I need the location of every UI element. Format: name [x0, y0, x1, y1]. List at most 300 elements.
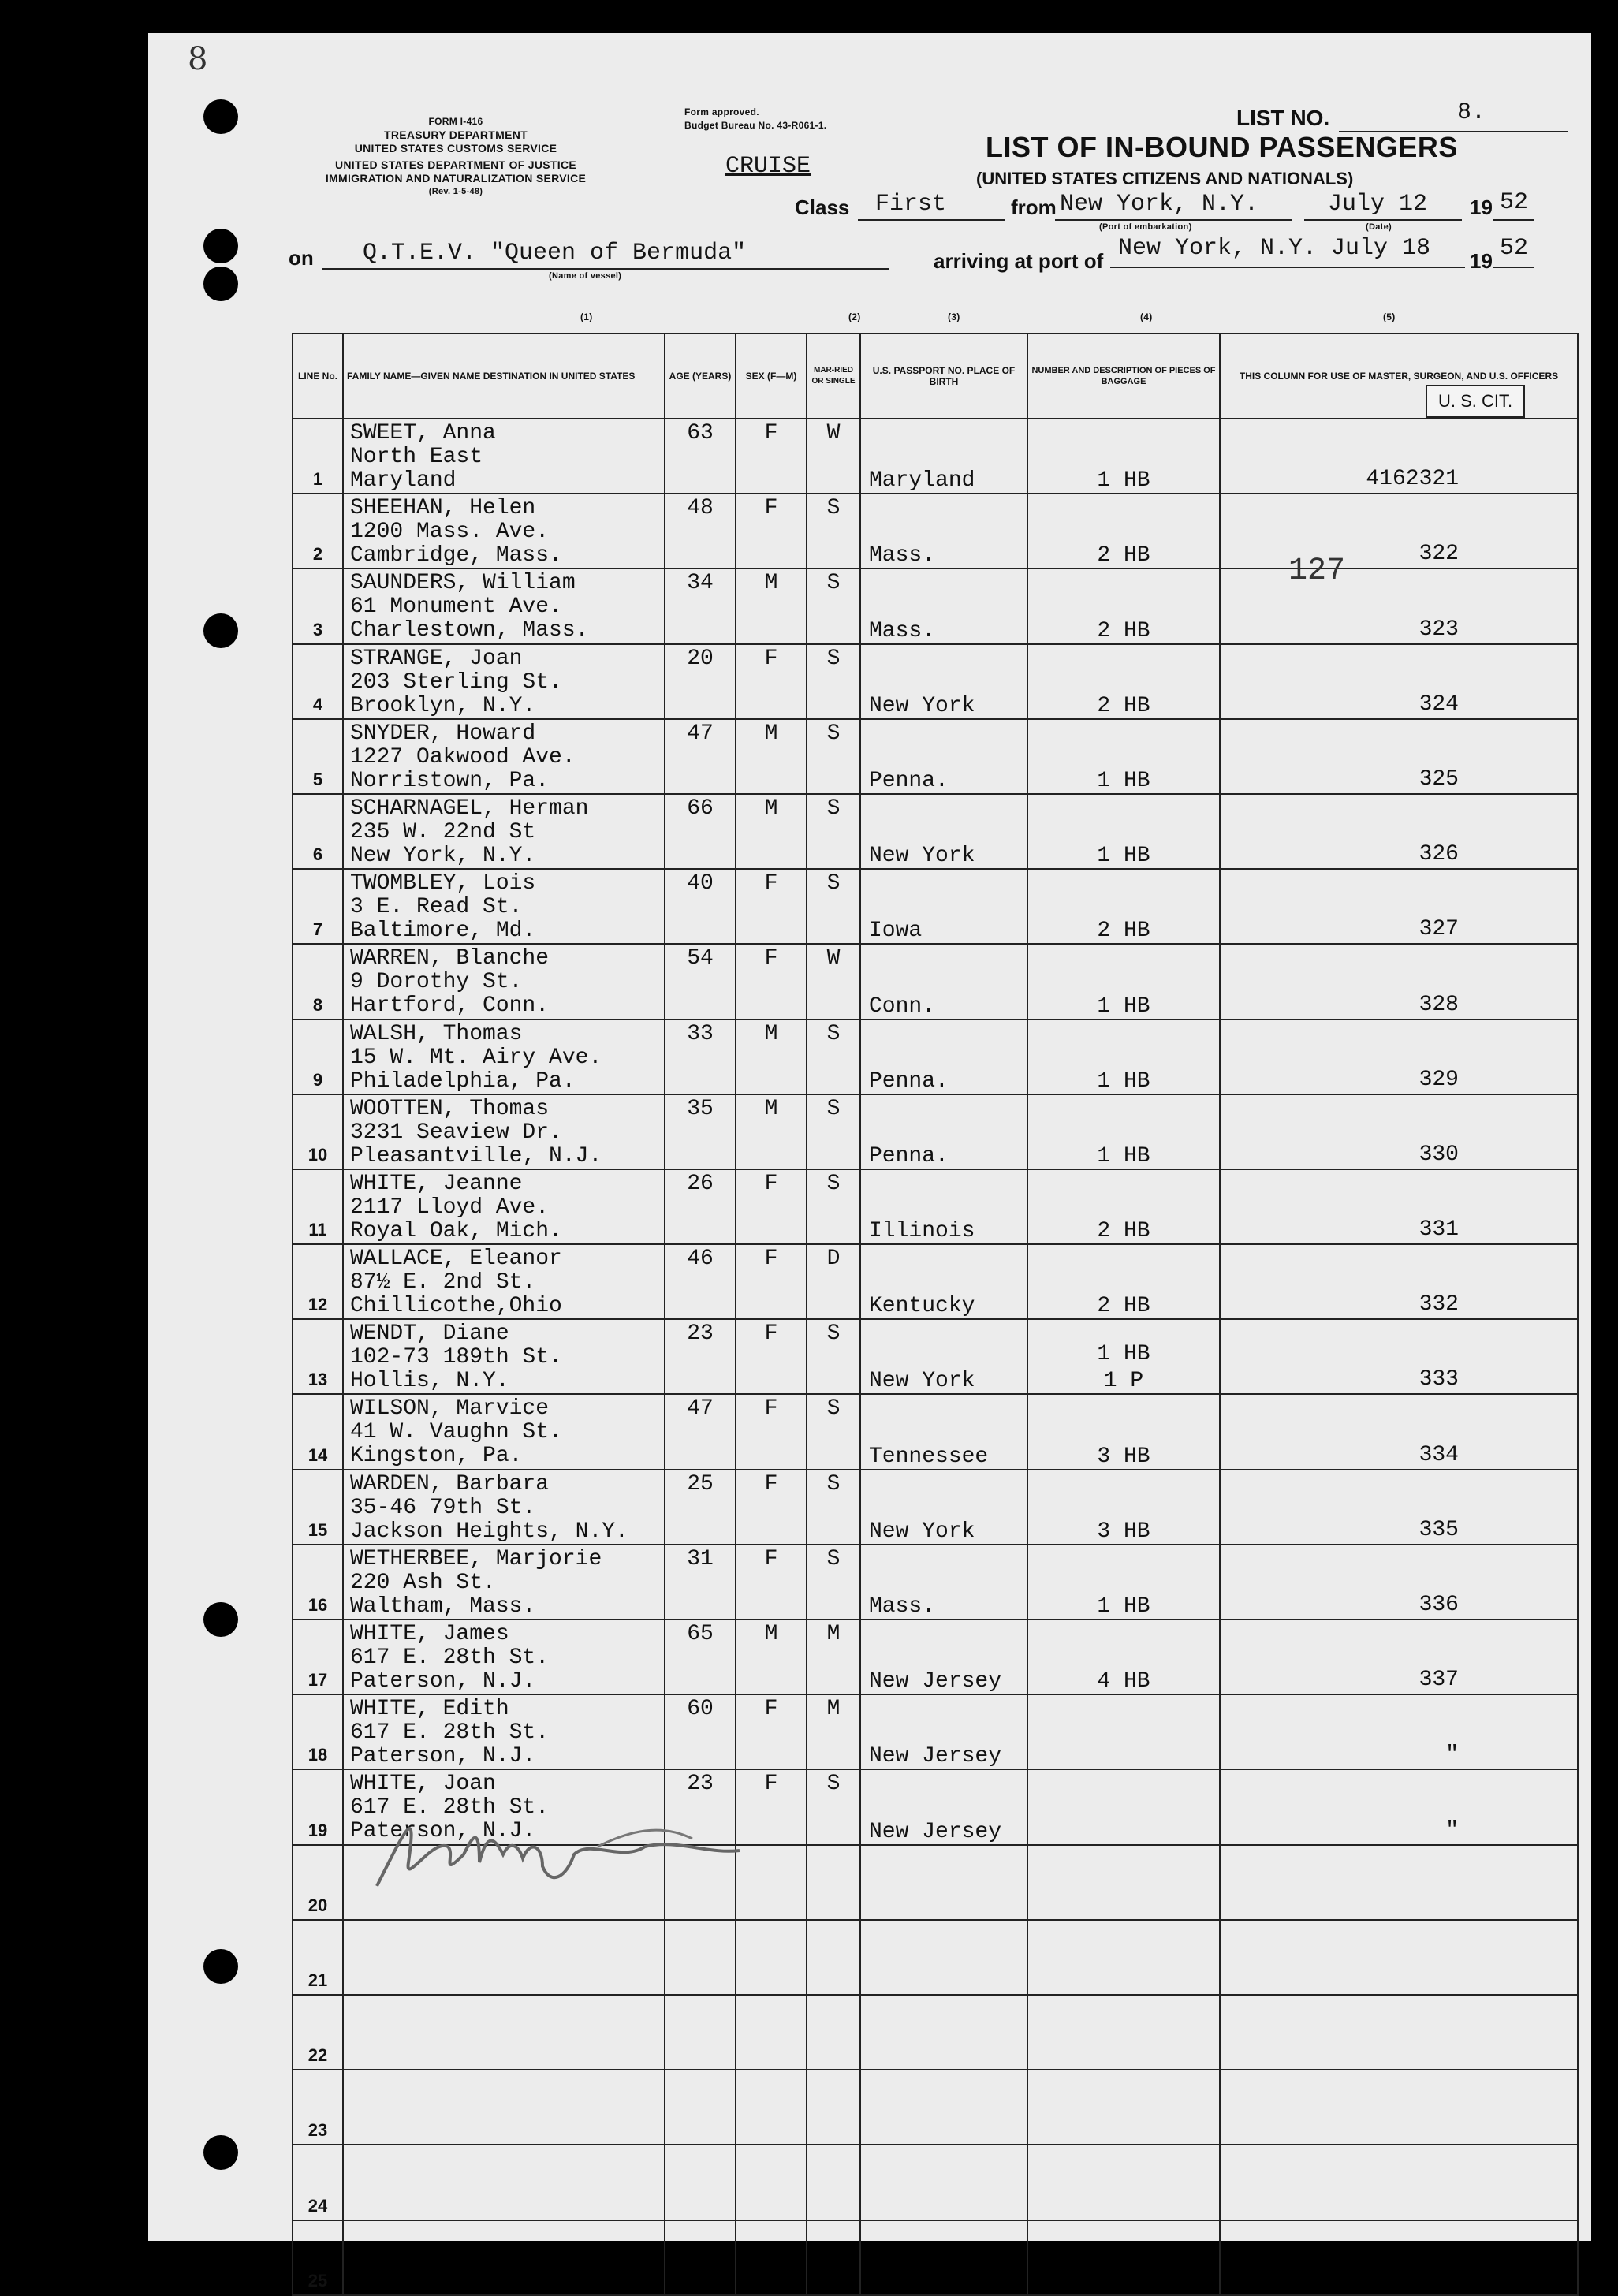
age-value: 54	[687, 946, 714, 971]
sex-value: F	[764, 421, 778, 445]
officers-cell	[1220, 2220, 1578, 2295]
age-cell	[665, 644, 736, 719]
age-value: 47	[687, 721, 714, 746]
baggage-cell	[1027, 1169, 1220, 1244]
address-city: Charlestown, Mass.	[350, 618, 589, 643]
name-cell	[343, 419, 665, 494]
married-cell	[807, 1995, 860, 2070]
age-cell	[665, 1394, 736, 1469]
passenger-name: TWOMBLEY, Lois	[350, 871, 536, 896]
married-cell	[807, 419, 860, 494]
age-cell	[665, 794, 736, 869]
table-row	[293, 944, 1578, 1019]
agency-ins: IMMIGRATION AND NATURALIZATION SERVICE	[325, 172, 587, 184]
age-cell	[665, 1244, 736, 1319]
header-line-no: LINE No.	[293, 334, 343, 419]
manifest-page	[148, 33, 1591, 2290]
age-value: 46	[687, 1247, 714, 1272]
table-row	[293, 1169, 1578, 1244]
name-cell	[343, 944, 665, 1019]
arrival-year-prefix: 19	[1470, 249, 1493, 273]
place-of-birth: New York	[869, 693, 975, 718]
year-prefix: 19	[1470, 196, 1493, 219]
address-city: Paterson, N.J.	[350, 1819, 536, 1844]
sex-cell	[736, 1920, 807, 1995]
sex-cell	[736, 644, 807, 719]
birthplace-cell	[860, 944, 1027, 1019]
birthplace-cell	[860, 2220, 1027, 2295]
cruise-label: CRUISE	[725, 153, 811, 180]
line-number: 13	[293, 1319, 343, 1394]
baggage-cell	[1027, 1920, 1220, 1995]
table-row	[293, 869, 1578, 944]
address-city: Paterson, N.J.	[350, 1744, 536, 1769]
line-number: 23	[293, 2070, 343, 2145]
age-cell	[665, 1319, 736, 1394]
name-cell	[343, 2070, 665, 2145]
baggage-cell	[1027, 2145, 1220, 2220]
passenger-name: SCHARNAGEL, Herman	[350, 796, 589, 821]
birthplace-cell	[860, 869, 1027, 944]
line-number: 21	[293, 1920, 343, 1995]
sex-cell	[736, 2145, 807, 2220]
age-value: 31	[687, 1546, 714, 1571]
sex-value: M	[764, 1021, 778, 1046]
col-number-1: (1)	[580, 311, 593, 322]
married-cell	[807, 719, 860, 794]
sex-cell	[736, 2070, 807, 2145]
table-row	[293, 644, 1578, 719]
marital-status: S	[826, 1546, 841, 1571]
marital-status: M	[826, 1622, 841, 1646]
age-value: 63	[687, 421, 714, 445]
age-value: 65	[687, 1622, 714, 1646]
name-cell	[343, 719, 665, 794]
marital-status: S	[826, 721, 841, 746]
baggage-line-1: 1 HB	[1097, 844, 1150, 869]
passenger-name: STRANGE, Joan	[350, 646, 523, 671]
header-baggage: NUMBER AND DESCRIPTION OF PIECES OF BAGGAGE	[1027, 334, 1220, 419]
passenger-name: WHITE, Jeanne	[350, 1171, 523, 1196]
officers-cell	[1220, 794, 1578, 869]
address-line: 617 E. 28th St.	[350, 1720, 550, 1746]
marital-status: S	[826, 1021, 841, 1046]
married-cell	[807, 1244, 860, 1319]
officer-number: 327	[1419, 917, 1459, 942]
line-number: 18	[293, 1694, 343, 1769]
baggage-cell	[1027, 2070, 1220, 2145]
officers-cell	[1220, 494, 1578, 568]
married-cell	[807, 1920, 860, 1995]
age-value: 60	[687, 1697, 714, 1722]
sex-cell	[736, 719, 807, 794]
address-line: 203 Sterling St.	[350, 669, 562, 695]
arrival-value: New York, N.Y. July 18	[1118, 235, 1431, 262]
line-number: 25	[293, 2220, 343, 2295]
birthplace-cell	[860, 1244, 1027, 1319]
place-of-birth: Mass.	[869, 1594, 936, 1619]
baggage-cell	[1027, 568, 1220, 643]
passenger-rows	[293, 419, 1578, 2295]
name-cell	[343, 1019, 665, 1094]
address-line: 617 E. 28th St.	[350, 1795, 550, 1821]
marital-status: S	[826, 1396, 841, 1422]
sex-cell	[736, 494, 807, 568]
on-label: on	[289, 246, 314, 270]
age-value: 20	[687, 646, 714, 671]
birthplace-cell	[860, 644, 1027, 719]
name-cell	[343, 2220, 665, 2295]
table-row	[293, 2220, 1578, 2295]
address-line: 9 Dorothy St.	[350, 970, 523, 995]
age-cell	[665, 1470, 736, 1545]
birthplace-cell	[860, 1769, 1027, 1844]
sex-value: F	[764, 496, 778, 521]
name-cell	[343, 1169, 665, 1244]
birthplace-cell	[860, 1169, 1027, 1244]
line-number: 15	[293, 1470, 343, 1545]
sex-cell	[736, 568, 807, 643]
baggage-cell	[1027, 1019, 1220, 1094]
year-value: 52	[1500, 189, 1529, 216]
line-number: 4	[293, 644, 343, 719]
baggage-cell	[1027, 1094, 1220, 1169]
binder-hole	[203, 229, 238, 263]
married-cell	[807, 2070, 860, 2145]
form-number: FORM I-416	[428, 116, 483, 127]
line-number: 2	[293, 494, 343, 568]
officers-cell	[1220, 568, 1578, 643]
place-of-birth: Illinois	[869, 1219, 975, 1244]
passenger-name: WHITE, Joan	[350, 1772, 496, 1797]
sex-value: M	[764, 796, 778, 821]
marital-status: W	[826, 421, 841, 445]
birthplace-cell	[860, 1620, 1027, 1694]
age-cell	[665, 419, 736, 494]
age-value: 23	[687, 1321, 714, 1347]
line-number: 19	[293, 1769, 343, 1844]
address-city: Chillicothe,Ohio	[350, 1294, 562, 1319]
name-cell	[343, 494, 665, 568]
sex-value: F	[764, 1772, 778, 1797]
arriving-label: arriving at port of	[934, 249, 1104, 273]
place-of-birth: New Jersey	[869, 1819, 1002, 1844]
sex-cell	[736, 1545, 807, 1620]
officers-cell	[1220, 2070, 1578, 2145]
from-value: New York, N.Y.	[1060, 191, 1259, 218]
officers-cell	[1220, 1169, 1578, 1244]
line-number: 16	[293, 1545, 343, 1620]
married-cell	[807, 794, 860, 869]
place-of-birth: Mass.	[869, 618, 936, 643]
baggage-cell	[1027, 2220, 1220, 2295]
sex-cell	[736, 1394, 807, 1469]
officers-cell	[1220, 1244, 1578, 1319]
place-of-birth: Tennessee	[869, 1444, 989, 1469]
married-cell	[807, 644, 860, 719]
marital-status: S	[826, 1772, 841, 1797]
address-city: Royal Oak, Mich.	[350, 1218, 562, 1243]
birthplace-cell	[860, 1545, 1027, 1620]
married-cell	[807, 1169, 860, 1244]
place-of-birth: Conn.	[869, 993, 936, 1019]
header-officers: THIS COLUMN FOR USE OF MASTER, SURGEON, AND U.S. OFFICERS	[1220, 334, 1578, 419]
baggage-line-1: 4 HB	[1097, 1669, 1150, 1694]
class-value: First	[875, 191, 947, 218]
name-cell	[343, 568, 665, 643]
birthplace-cell	[860, 2070, 1027, 2145]
officer-number: 335	[1419, 1517, 1459, 1542]
married-cell	[807, 944, 860, 1019]
officer-number: 334	[1419, 1442, 1459, 1467]
table-row	[293, 568, 1578, 643]
sex-cell	[736, 1319, 807, 1394]
passenger-name: WHITE, James	[350, 1622, 509, 1646]
name-cell	[343, 1920, 665, 1995]
address-line: 1200 Mass. Ave.	[350, 520, 550, 545]
birthplace-cell	[860, 1920, 1027, 1995]
approval-line-1: Form approved.	[684, 106, 759, 117]
binder-hole	[203, 99, 238, 134]
binder-hole	[203, 2135, 238, 2170]
arrival-year-value: 52	[1500, 235, 1529, 262]
passenger-name: WALSH, Thomas	[350, 1021, 523, 1046]
age-cell	[665, 1995, 736, 2070]
col-number-5: (5)	[1383, 311, 1396, 322]
married-cell	[807, 1394, 860, 1469]
officers-cell	[1220, 1620, 1578, 1694]
sex-cell	[736, 1244, 807, 1319]
agency-customs: UNITED STATES CUSTOMS SERVICE	[354, 142, 557, 155]
place-of-birth: New York	[869, 1519, 975, 1544]
age-value: 34	[687, 571, 714, 596]
sex-value: F	[764, 1247, 778, 1272]
address-line: 35-46 79th St.	[350, 1495, 536, 1520]
name-cell	[343, 1094, 665, 1169]
officer-number: 330	[1419, 1142, 1459, 1167]
age-cell	[665, 1169, 736, 1244]
sex-value: F	[764, 1396, 778, 1422]
table-row	[293, 1920, 1578, 1995]
line-number: 8	[293, 944, 343, 1019]
table-row	[293, 1019, 1578, 1094]
form-identification	[282, 115, 629, 199]
birthplace-cell	[860, 1319, 1027, 1394]
marital-status: S	[826, 571, 841, 596]
married-cell	[807, 2145, 860, 2220]
place-of-birth: Penna.	[869, 768, 949, 793]
address-city: Paterson, N.J.	[350, 1669, 536, 1694]
passenger-name: WETHERBEE, Marjorie	[350, 1546, 602, 1571]
passenger-name: SNYDER, Howard	[350, 721, 536, 746]
sex-value: F	[764, 1471, 778, 1496]
age-value: 47	[687, 1396, 714, 1422]
address-line: 617 E. 28th St.	[350, 1646, 550, 1670]
age-cell	[665, 1545, 736, 1620]
married-cell	[807, 1694, 860, 1769]
table-row	[293, 1094, 1578, 1169]
place-of-birth: New York	[869, 844, 975, 869]
marital-status: S	[826, 796, 841, 821]
age-cell	[665, 1920, 736, 1995]
officers-cell	[1220, 944, 1578, 1019]
baggage-cell	[1027, 1319, 1220, 1394]
place-of-birth: New Jersey	[869, 1744, 1002, 1769]
sex-value: F	[764, 1171, 778, 1196]
us-citizen-stamp: U. S. CIT.	[1426, 385, 1525, 418]
birthplace-cell	[860, 1470, 1027, 1545]
birthplace-cell	[860, 1995, 1027, 2070]
name-cell	[343, 2145, 665, 2220]
officers-cell	[1220, 2145, 1578, 2220]
age-cell	[665, 869, 736, 944]
address-city: Baltimore, Md.	[350, 919, 536, 944]
age-cell	[665, 1620, 736, 1694]
address-line: 102-73 189th St.	[350, 1345, 562, 1370]
marital-status: S	[826, 646, 841, 671]
age-cell	[665, 944, 736, 1019]
sex-cell	[736, 869, 807, 944]
address-city: Waltham, Mass.	[350, 1593, 536, 1619]
class-underline	[858, 219, 1005, 221]
passenger-name: WENDT, Diane	[350, 1321, 509, 1347]
passenger-name: WHITE, Edith	[350, 1697, 509, 1722]
place-of-birth: Mass.	[869, 543, 936, 568]
officers-cell	[1220, 1019, 1578, 1094]
officers-cell	[1220, 1394, 1578, 1469]
officer-number: 4162321	[1366, 467, 1459, 492]
marital-status: S	[826, 1471, 841, 1496]
table-row	[293, 419, 1578, 494]
officers-cell	[1220, 1845, 1578, 1920]
birthplace-cell	[860, 719, 1027, 794]
sex-cell	[736, 1169, 807, 1244]
address-line: 87½ E. 2nd St.	[350, 1270, 536, 1295]
officer-number: 336	[1419, 1593, 1459, 1617]
address-line: 1227 Oakwood Ave.	[350, 744, 576, 770]
married-cell	[807, 1094, 860, 1169]
baggage-cell	[1027, 1545, 1220, 1620]
married-cell	[807, 1545, 860, 1620]
married-cell	[807, 1319, 860, 1394]
age-value: 48	[687, 496, 714, 521]
passenger-name: WILSON, Marvice	[350, 1396, 550, 1422]
line-number: 7	[293, 869, 343, 944]
address-line: 3231 Seaview Dr.	[350, 1120, 562, 1145]
address-city: Philadelphia, Pa.	[350, 1068, 576, 1094]
sex-value: F	[764, 646, 778, 671]
form-approval	[684, 106, 826, 132]
married-cell	[807, 494, 860, 568]
baggage-line-1: 1 HB	[1097, 993, 1150, 1019]
col-number-2: (2)	[848, 311, 861, 322]
name-cell	[343, 1545, 665, 1620]
baggage-cell	[1027, 1769, 1220, 1844]
address-city: Cambridge, Mass.	[350, 543, 562, 568]
sex-value: M	[764, 1096, 778, 1121]
table-row	[293, 1995, 1578, 2070]
name-cell	[343, 794, 665, 869]
col-number-3: (3)	[948, 311, 960, 322]
name-cell	[343, 1995, 665, 2070]
age-cell	[665, 1094, 736, 1169]
officers-cell	[1220, 719, 1578, 794]
sex-cell	[736, 1094, 807, 1169]
binder-hole	[203, 266, 238, 301]
baggage-cell	[1027, 1995, 1220, 2070]
line-number: 3	[293, 568, 343, 643]
address-line: 235 W. 22nd St	[350, 819, 536, 844]
officers-cell	[1220, 869, 1578, 944]
age-cell	[665, 1019, 736, 1094]
officers-cell	[1220, 1094, 1578, 1169]
place-of-birth: New York	[869, 1369, 975, 1394]
married-cell	[807, 1470, 860, 1545]
baggage-cell	[1027, 1470, 1220, 1545]
age-value: 23	[687, 1772, 714, 1797]
officers-cell	[1220, 1694, 1578, 1769]
name-cell	[343, 1694, 665, 1769]
officers-cell	[1220, 1920, 1578, 1995]
age-value: 35	[687, 1096, 714, 1121]
sex-value: M	[764, 571, 778, 596]
birthplace-cell	[860, 1694, 1027, 1769]
baggage-line-1: 1 HB	[1097, 1068, 1150, 1094]
header-age: AGE (YEARS)	[665, 334, 736, 419]
annotation-127: 127	[1288, 554, 1346, 589]
married-cell	[807, 1620, 860, 1694]
class-label: Class	[795, 196, 850, 219]
sex-cell	[736, 419, 807, 494]
address-line: 61 Monument Ave.	[350, 594, 562, 620]
year-underline	[1493, 219, 1534, 221]
officer-number: 328	[1419, 992, 1459, 1017]
sex-value: F	[764, 1321, 778, 1347]
baggage-cell	[1027, 1620, 1220, 1694]
baggage-line-1: 3 HB	[1097, 1444, 1150, 1469]
marital-status: S	[826, 496, 841, 521]
passenger-name: SHEEHAN, Helen	[350, 496, 536, 521]
from-label: from	[1011, 196, 1057, 219]
table-row	[293, 2070, 1578, 2145]
sex-cell	[736, 1995, 807, 2070]
approval-line-2: Budget Bureau No. 43-R061-1.	[684, 120, 827, 131]
baggage-line-1: 2 HB	[1097, 1219, 1150, 1244]
age-value: 66	[687, 796, 714, 821]
name-cell	[343, 1620, 665, 1694]
table-row	[293, 1545, 1578, 1620]
table-row	[293, 1470, 1578, 1545]
date-value: July 12	[1328, 191, 1428, 218]
name-cell	[343, 869, 665, 944]
marital-status: M	[826, 1697, 841, 1722]
arrival-underline	[1110, 266, 1465, 268]
sex-cell	[736, 1694, 807, 1769]
baggage-line-1: 2 HB	[1097, 1294, 1150, 1319]
sex-cell	[736, 944, 807, 1019]
vessel-name: Q.T.E.V. "Queen of Bermuda"	[363, 240, 747, 266]
officers-cell	[1220, 644, 1578, 719]
officer-number: 331	[1419, 1217, 1459, 1243]
agency-treasury: TREASURY DEPARTMENT	[383, 129, 528, 141]
marital-status: S	[826, 1096, 841, 1121]
list-no-label: LIST NO.	[1236, 106, 1330, 130]
line-number: 10	[293, 1094, 343, 1169]
officer-number: 322	[1419, 542, 1459, 567]
date-caption: (Date)	[1366, 222, 1392, 232]
line-number: 9	[293, 1019, 343, 1094]
place-of-birth: Kentucky	[869, 1294, 975, 1319]
